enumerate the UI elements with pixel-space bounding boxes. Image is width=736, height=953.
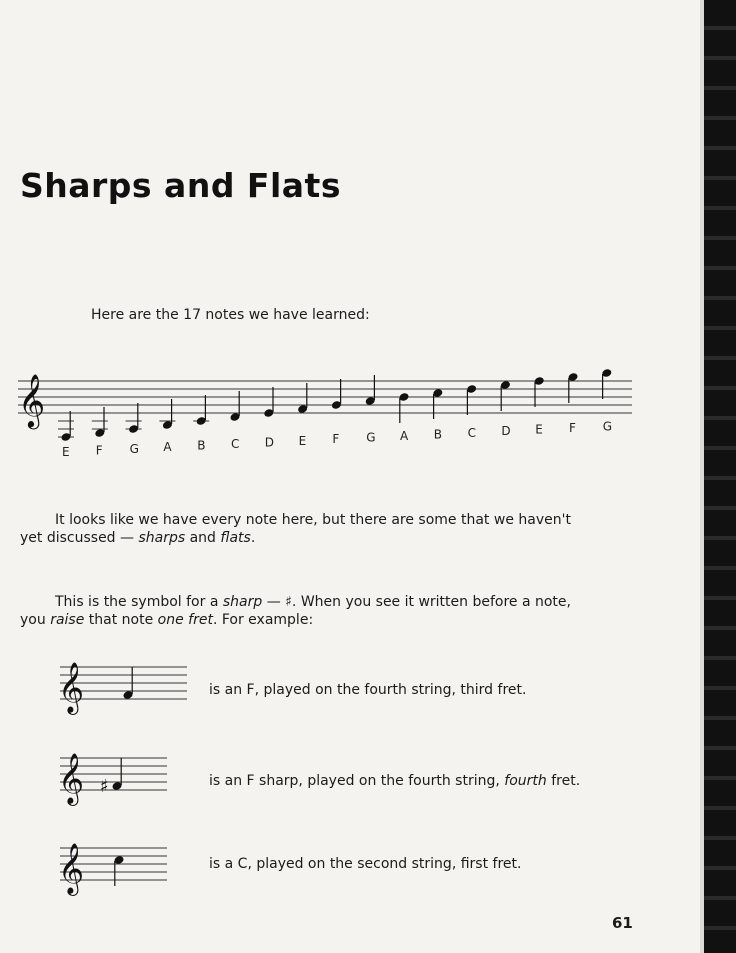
treble-clef-icon: 𝄞 <box>18 373 46 427</box>
sharp-icon: ♯ <box>100 776 109 797</box>
scale-note-label: C <box>467 425 476 440</box>
page-number: 61 <box>612 914 633 932</box>
example-2-text: is an F sharp, played on the fourth string, fourth fret. <box>209 773 581 789</box>
scale-note-label: F <box>95 443 103 458</box>
scale-note-label: C <box>231 437 240 451</box>
staff-lines <box>18 381 632 413</box>
scale-note-label: F <box>569 421 576 435</box>
scale-note-label: E <box>298 433 307 448</box>
paragraph-1-line-2: yet discussed — sharps and flats. <box>20 530 256 546</box>
example-staff-c <box>55 836 195 896</box>
scale-note-label: A <box>163 440 172 455</box>
paragraph-2-line-2: you raise that note one fret. For example: <box>20 612 314 628</box>
scale-note-label: B <box>197 438 206 453</box>
paragraph-2-line-1: This is the symbol for a sharp — ♯. When you see it written before a note, <box>55 594 571 610</box>
scale-note-label: G <box>602 419 613 434</box>
intro-text: Here are the 17 notes we have learned: <box>91 307 370 323</box>
treble-clef-icon: 𝄞 <box>58 662 85 713</box>
scale-note-label: E <box>62 445 70 459</box>
treble-clef-icon: 𝄞 <box>58 753 85 804</box>
scale-note-label: F <box>332 432 340 447</box>
scale-note-label: B <box>433 427 443 442</box>
example-staff-f-sharp <box>55 746 195 806</box>
paragraph-1-line-1: It looks like we have every note here, but there are some that we haven't <box>55 512 571 528</box>
scale-note-label: A <box>400 429 409 443</box>
treble-clef-icon: 𝄞 <box>58 843 85 894</box>
note-scale-staff <box>0 366 650 466</box>
example-3-text: is a C, played on the second string, first fret. <box>209 856 522 872</box>
scale-labels <box>62 419 612 459</box>
spiral-binding <box>704 0 736 953</box>
example-1-text: is an F, played on the fourth string, third fret. <box>209 682 527 698</box>
example-staff-f <box>55 655 195 715</box>
page-title: Sharps and Flats <box>20 166 341 205</box>
scale-note-label: D <box>501 424 511 439</box>
scale-note-label: G <box>366 430 376 445</box>
scale-note-label: D <box>264 435 275 450</box>
scale-note-label: E <box>535 422 543 437</box>
scale-note-label: G <box>129 441 139 456</box>
